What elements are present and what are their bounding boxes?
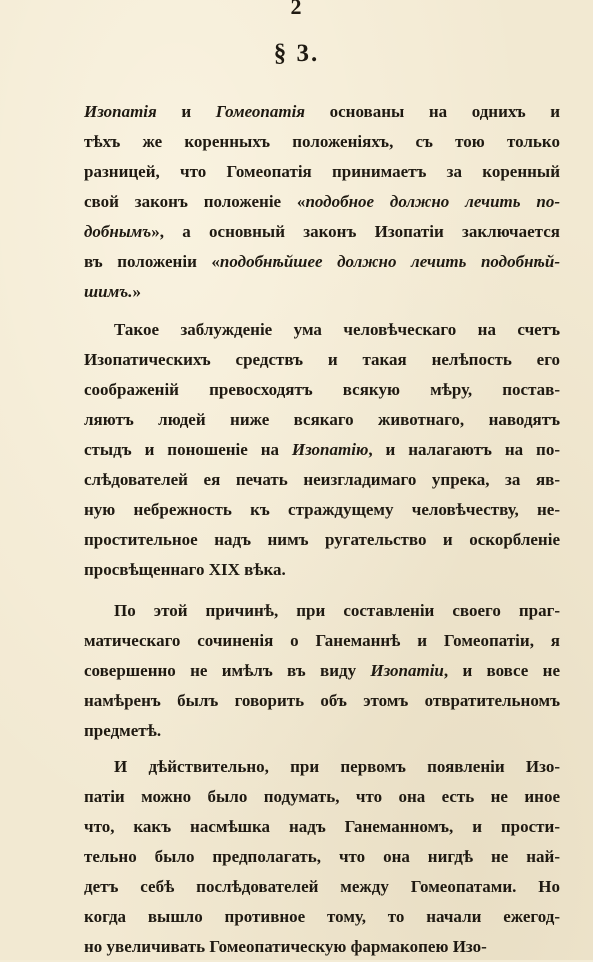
text-segment: Изопатическихъ средствъ и такая нелѣпость его — [84, 350, 560, 369]
text-line — [84, 217, 560, 247]
section-heading: § 3. — [273, 40, 320, 67]
text-segment: соображеній превосходятъ всякую мѣру, постав- — [84, 380, 560, 399]
text-segment: детъ себѣ послѣдователей между Гомеопатами. Но — [84, 877, 560, 896]
text-segment: но увеличивать Гомеопатическую фармакопею Изо- — [84, 937, 487, 956]
text-segment: что, какъ насмѣшка надъ Ганеманномъ, и прости- — [84, 817, 560, 836]
italic-text: Изопатію — [291, 440, 369, 459]
text-line — [84, 157, 560, 187]
text-segment: когда вышло противное тому, то начали ежегод- — [84, 907, 560, 926]
italic-text: подобнѣйшее должно лечить подобнѣй- — [219, 252, 560, 271]
text-segment: просвѣщеннаго XIX вѣка. — [84, 560, 286, 579]
text-line — [84, 656, 560, 686]
text-segment: И дѣйствительно, при первомъ появленіи Изо- — [114, 757, 560, 776]
text-segment: тѣхъ же коренныхъ положеніяхъ, съ тою только — [84, 132, 560, 151]
text-segment: предметѣ. — [84, 721, 162, 740]
text-segment: , и вовсе не — [443, 661, 560, 680]
italic-text: Изопатіи — [370, 661, 444, 680]
paragraph-1 — [84, 97, 560, 307]
text-segment: совершенно не имѣлъ въ виду — [84, 661, 371, 680]
italic-text: Изопатія — [84, 102, 157, 121]
text-line — [84, 127, 560, 157]
text-segment: разницей, что Гомеопатія принимаетъ за коренный — [84, 162, 560, 181]
text-line — [84, 345, 560, 375]
text-line — [84, 872, 560, 902]
italic-text: шимъ. — [84, 282, 133, 301]
text-line — [84, 842, 560, 872]
text-segment: матическаго сочиненія о Ганеманнѣ и Гомеопатіи, я — [84, 631, 560, 650]
text-segment: Такое заблужденіе ума человѣческаго на счетъ — [114, 320, 560, 339]
text-line — [84, 932, 560, 962]
text-segment: тельно было предполагать, что она нигдѣ не най- — [84, 847, 560, 866]
text-segment: ляютъ людей ниже всякаго животнаго, наводятъ — [84, 410, 560, 429]
text-line — [84, 405, 560, 435]
italic-text: подобное должно лечить по- — [305, 192, 560, 211]
text-line — [84, 716, 560, 746]
text-line — [84, 525, 560, 555]
text-segment: , и налагаютъ на по- — [368, 440, 560, 459]
text-line — [84, 555, 560, 585]
text-segment: и — [156, 102, 216, 121]
text-line — [84, 435, 560, 465]
text-line — [84, 315, 560, 345]
text-line — [84, 782, 560, 812]
text-line — [84, 812, 560, 842]
text-line — [84, 375, 560, 405]
text-segment: въ положеніи « — [84, 252, 220, 271]
text-segment: патіи можно было подумать, что она есть не иное — [84, 787, 560, 806]
text-segment: простительное надъ нимъ ругательство и оскорбленіе — [84, 530, 560, 549]
text-line — [84, 686, 560, 716]
italic-text: Гомеопатія — [215, 102, 306, 121]
text-line — [84, 495, 560, 525]
text-line — [84, 465, 560, 495]
text-segment: ную небрежность къ страждущему человѣчеству, не- — [84, 500, 560, 519]
italic-text: добнымъ — [84, 222, 152, 241]
text-segment: слѣдователей ея печать неизгладимаго упрека, за яв- — [84, 470, 560, 489]
text-line — [84, 247, 560, 277]
text-line — [84, 626, 560, 656]
text-line — [84, 277, 560, 307]
text-line — [84, 97, 560, 127]
paragraph-3 — [84, 596, 560, 746]
text-line — [84, 902, 560, 932]
text-line — [84, 187, 560, 217]
text-segment: » — [132, 282, 141, 301]
text-segment: По этой причинѣ, при составленіи своего праг- — [114, 601, 560, 620]
text-segment: основаны на однихъ и — [305, 102, 561, 121]
text-line — [84, 596, 560, 626]
text-segment: свой законъ положеніе « — [84, 192, 306, 211]
paragraph-2 — [84, 315, 560, 585]
text-segment: », а основный законъ Изопатіи заключается — [151, 222, 560, 241]
paragraph-4 — [84, 752, 560, 962]
page-number: 2 — [290, 0, 303, 19]
text-line — [84, 752, 560, 782]
text-segment: намѣренъ былъ говорить объ этомъ отвратительномъ — [84, 691, 560, 710]
text-segment: стыдъ и поношеніе на — [84, 440, 292, 459]
